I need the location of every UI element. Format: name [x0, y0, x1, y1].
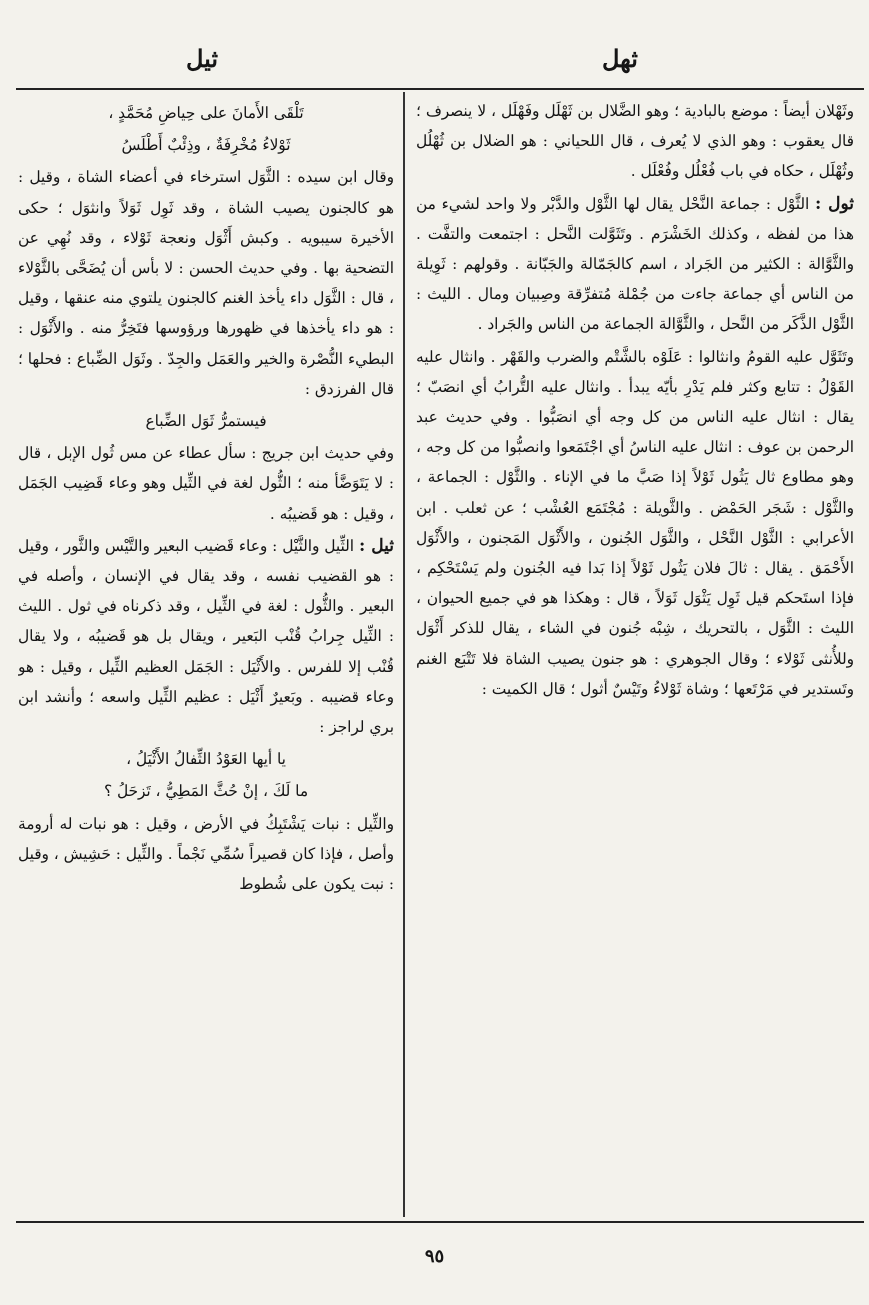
entry-paragraph	[18, 809, 394, 900]
verse-line: ثَوْلاءُ مُخْرِفَةٌ ، وذِئْبٌ أَطْلَسُ	[121, 136, 291, 155]
entry-paragraph	[416, 189, 854, 340]
entry-text: الثَّوْل : جماعة النَّحْل يقال لها الثَّوْل والدَّبْر ولا واحد لشيء من هذا من لفظه ، وكذلك الخَشْرَم . وتَثَوَّلت النَّحل : اجتمعت والتفَّت . والثَّوَّالة : الكثير من الجَراد ، اسم كالجَمّالة والجَبّانة . وقولهم : ثَوِيلة من الناس أي جماعة جاءت من جُمْلة مُتفرِّقة وصِبيان ومال . الليث : الثَّوْل الذَّكَر من النَّحل ، والثَّوَّالة الجماعة من الناس والجَراد .	[416, 194, 854, 334]
entry-text: وفي حديث ابن جريج : سأل عطاء عن مس ثُول الإبل ، قال : لا يَتَوَضَّأ منه ؛ الثُّول لغة في الثِّيل وهو وعاء قَضِيب الجَمَل ، وقيل : هو قَضيبُه .	[18, 444, 394, 523]
entry-headword: ثول :	[815, 193, 854, 214]
entry-text: الثِّيل والثَّيْل : وعاء قَضيب البعير والتَّيْس والثَّور ، وقيل : هو القضيب نفسه ، وقد يقال في الإنسان ، وأصله في البعير . والثُّول : لغة في الثِّيل ، وقد ذكرناه في ثول . الليث : الثِّيل جِرابُ قُنْب البَعير ، ويقال بل هو قَضيبُه ، ولا يقال قُنْب إلا للفرس . والأَثْيَل : الجَمَل العظيم الثِّيل ، وقيل : هو وعاء قضيبه . وبَعيرٌ أَثْيَل : عظيم الثِّيل واسعه ؛ وأنشد ابن بري لراجز :	[18, 536, 394, 737]
verse-line: ما لَكَ ، إنْ حُثَّ المَطِيُّ ، تَزحَلُ ؟	[103, 782, 309, 801]
bottom-rule	[16, 1221, 864, 1223]
page-number: ٩٥	[424, 1246, 445, 1267]
entry-paragraph	[18, 531, 394, 742]
verse-line: يا أيها العَوْدُ الثِّفالُ الأَثْيَلُ ،	[126, 750, 286, 769]
entry-paragraph	[416, 96, 854, 187]
running-header-right: ثهل	[602, 44, 638, 73]
verse-line: فيستمرُّ ثَوَل الضِّباع	[145, 412, 267, 431]
entry-paragraph	[18, 162, 394, 404]
right-column	[416, 96, 854, 1216]
column-divider	[403, 92, 405, 1217]
entry-paragraph	[416, 342, 854, 704]
top-rule	[16, 88, 864, 90]
entry-text: وتَثَوَّل عليه القومُ وانثالوا : عَلَوْه بالشَّتْم والضرب والقَهْر . وانثال عليه القَوْلُ : تتابع وكثر فلم يَدْرِ بأيّه يبدأ . وانثال عليه التُّرابُ أي انصَبّ ؛ يقال : انثال عليه الناس من كل وجه أي انصَبُّوا . وفي حديث عبد الرحمن بن عوف : انثال عليه الناسُ أي اجْتَمَعوا وانصبُّوا من كل وجه ، وهو مطاوع ثال يَثُول ثَوْلاً إذا صَبَّ ما في الإناء . والثَّوْل : الجماعة ، والثَّوْل : شَجَر الحَمْض . والثَّويلة : مُجْتَمَع العُشْب ؛ عن ثعلب . ابن الأعرابي : الثَّوْل النَّحْل ، والثَّوَل الجُنون ، والأَثْوَل المَجنون ، والأَثْوَل الأَحْمَق . يقال : ثالَ فلان يَثُول ثَوْلاً إذا بَدا فيه الجُنون ولم يَسْتَحْكِم ، فإذا استَحكم قيل ثَوِل يَثْوَل ثَوَلاً ، قال : وهكذا هو في جميع الحيوان ، الليث : الثَّوَل ، بالتحريك ، شِبْه جُنون في الشاء ، يقال للذكر أَثْوَل وللأُنثى ثَوْلاء ؛ وقال الجوهري : هو جنون يصيب الشاة فلا تَتْبَع الغنم وتَستدير في مَرْتَعها ؛ وشاة ثَوْلاءُ وتَيْسٌ أثول ؛ قال الكميت :	[416, 347, 854, 698]
verse-line: تَلْقَى الأَمانَ على حِياضِ مُحَمَّدٍ ،	[108, 104, 304, 122]
entry-text: وقال ابن سيده : الثَّوَل استرخاء في أعضاء الشاة ، وقيل : هو كالجنون يصيب الشاة ، وقد ثَوِل ثَوَلاً وانثوَل ؛ حكى الأخيرة سيبويه . وكبش أَثْوَل ونعجة ثَوْلاء ، وقد نُهِي عن التضحية بها . وفي حديث الحسن : لا بأس أن يُضَحَّى بالثَّوْلاء ، قال : الثَّوَل داء يأخذ الغنم كالجنون يلتوي منه عنقها ، وقيل : هو داء يأخذها في ظهورها ورؤوسها فتَخِرُّ منه . والأَثْوَل : البطيء النُّصْرة والخير والعَمَل والجِدّ . وثَوَل الضِّباع : فحلها ؛ قال الفرزدق :	[18, 168, 394, 398]
entry-headword: ثيل :	[358, 535, 394, 556]
entry-paragraph	[18, 438, 394, 529]
entry-text: وثَهْلان أيضاً : موضع بالبادية ؛ وهو الضَّلال بن ثَهْلَل وفَهْلَل ، لا ينصرف ؛ قال يعقوب : وهو الذي لا يُعرف ، قال اللحياني : هو الضلال بن ثُهْلُل وثُهْلَل ، حكاه في باب فُعْلُل وفُعْلَل .	[416, 102, 854, 181]
running-header-left: ثيل	[186, 44, 219, 73]
entry-text: والثِّيل : نبات يَشْتَبِكُ في الأرض ، وقيل : هو نبات له أرومة وأصل ، فإذا كان قصيراً سُمِّي نَجْماً . والثِّيل : حَشِيش ، وقيل : نبت يكون على شُطوط	[18, 814, 394, 894]
left-column	[18, 96, 394, 1216]
